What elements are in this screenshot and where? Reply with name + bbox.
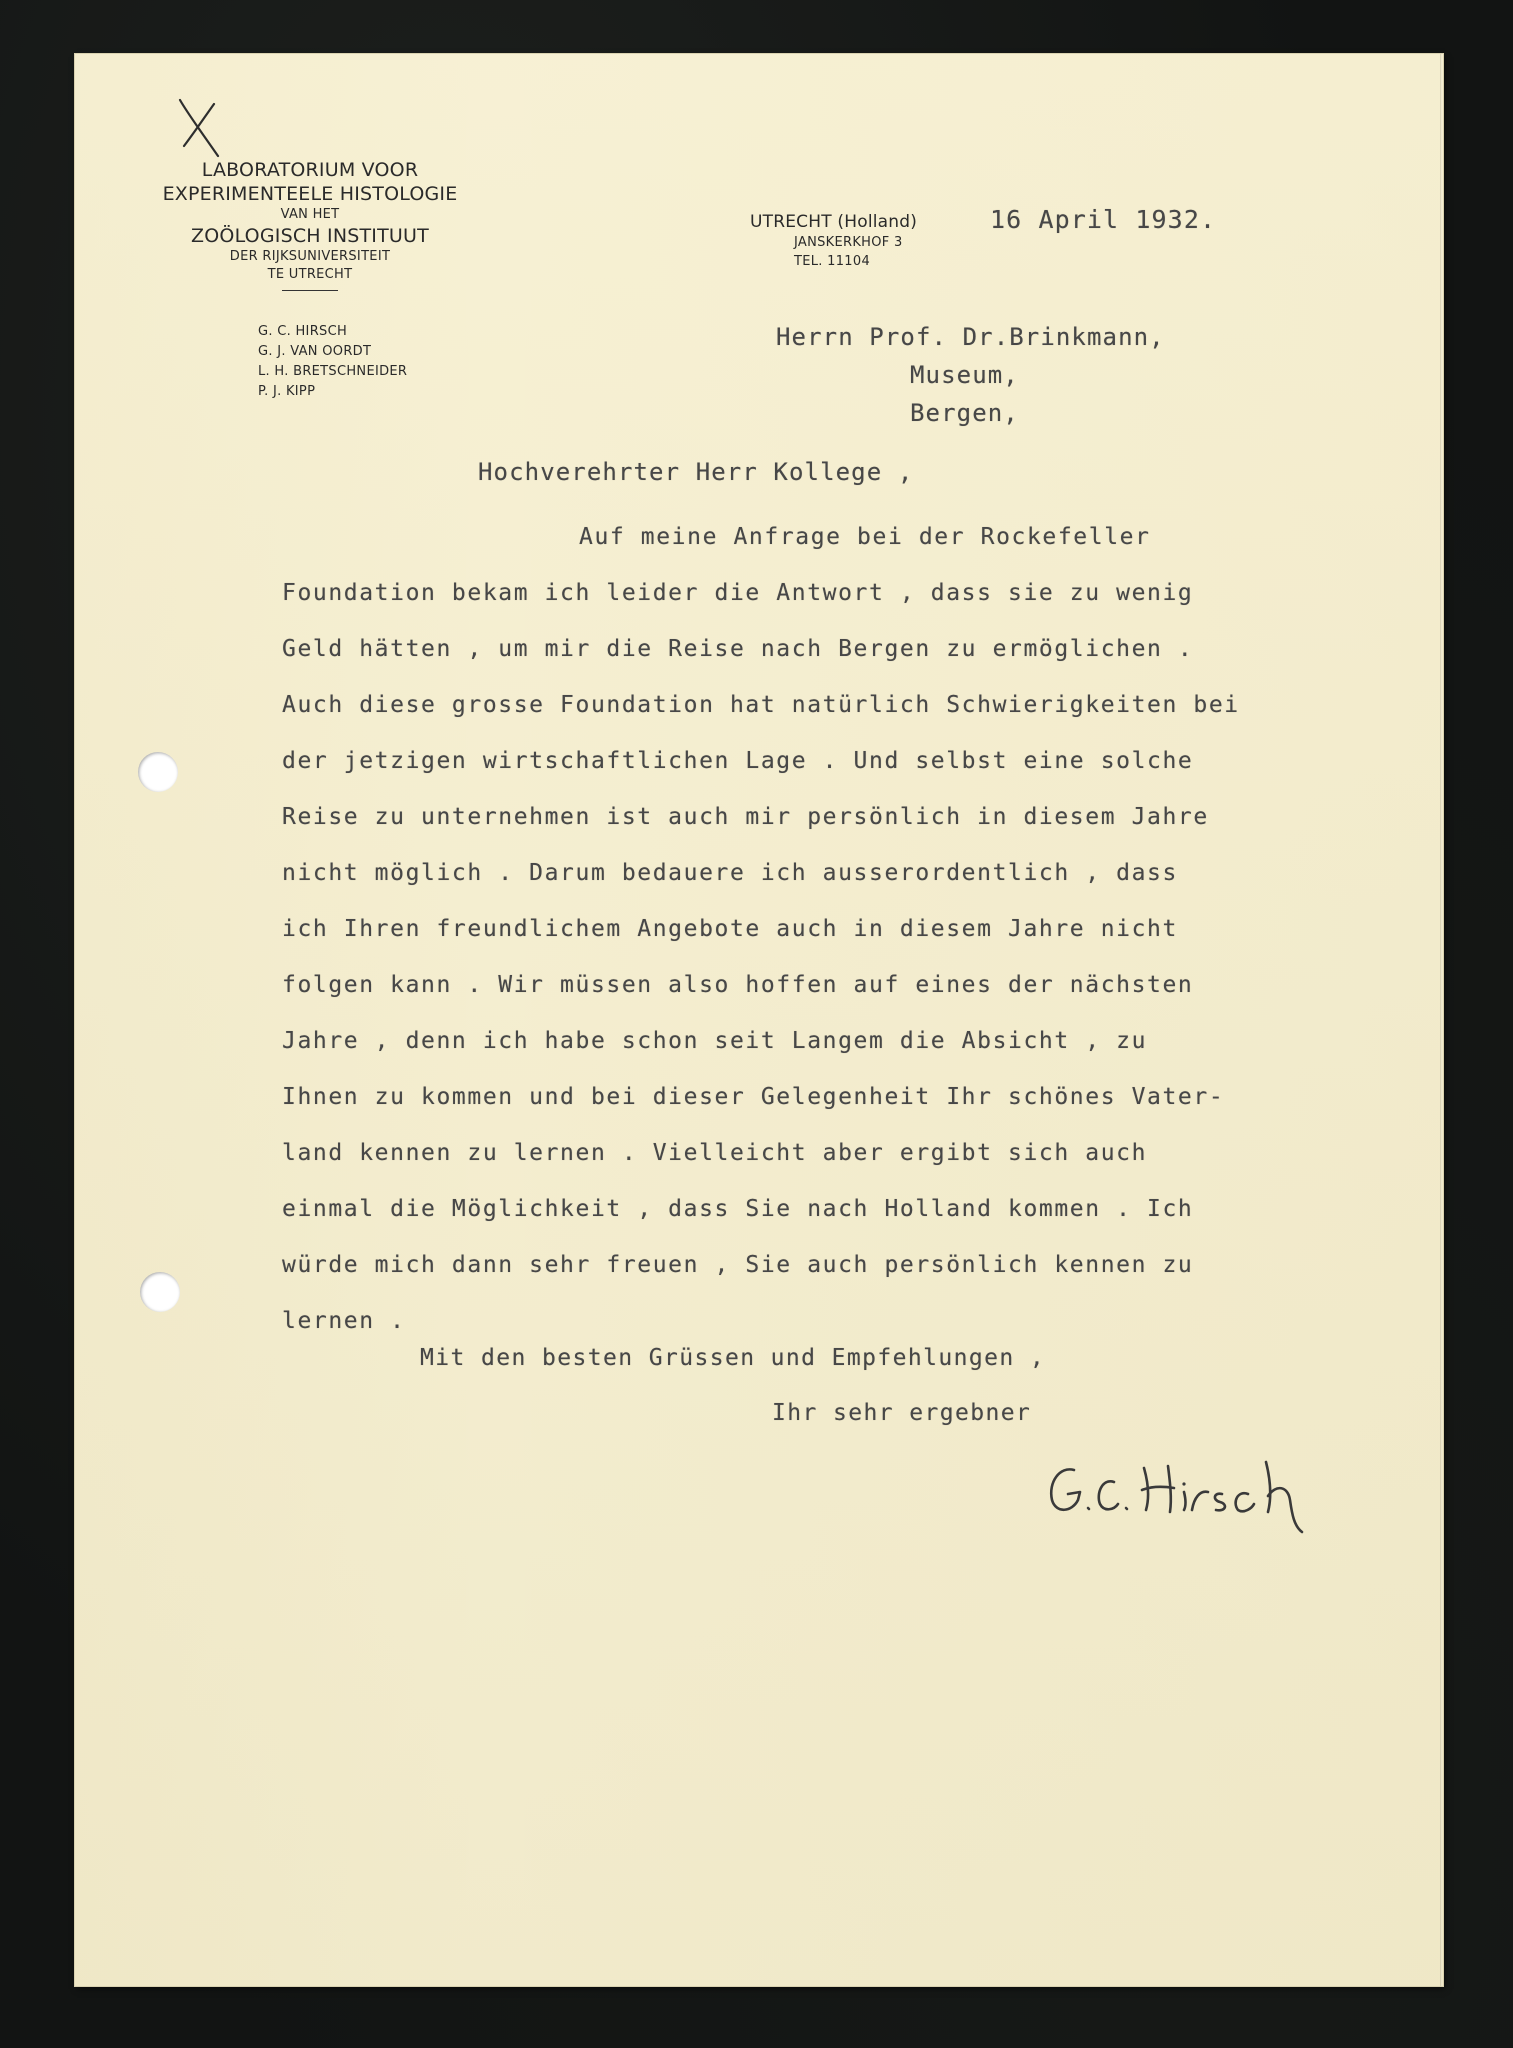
punch-hole-lower: [140, 1272, 180, 1312]
body-line: Jahre , denn ich habe schon seit Langem die Absicht , zu: [282, 1028, 1148, 1054]
recipient-name: Herrn Prof. Dr.Brinkmann,: [776, 323, 1165, 351]
body-line: Reise zu unternehmen ist auch mir persönlich in diesem Jahre: [282, 804, 1209, 830]
letterhead-line: LABORATORIUM VOOR: [201, 159, 419, 181]
body-line: Ihnen zu kommen und bei dieser Gelegenheit Ihr schönes Vater-: [282, 1084, 1225, 1110]
salutation: Hochverehrter Herr Kollege ,: [478, 458, 914, 486]
body-line: einmal die Möglichkeit , dass Sie nach Holland kommen . Ich: [282, 1196, 1194, 1222]
letterhead-line: ZOÖLOGISCH INSTITUUT: [191, 225, 429, 247]
body-line: folgen kann . Wir müssen also hoffen auf eines der nächsten: [282, 972, 1194, 998]
valediction: Ihr sehr ergebner: [772, 1400, 1032, 1426]
staff-name: P. J. KIPP: [258, 384, 316, 399]
body-line: lernen .: [282, 1308, 406, 1334]
body-line: Foundation bekam ich leider die Antwort , dass sie zu wenig: [282, 580, 1194, 606]
staff-name: G. J. VAN OORDT: [258, 344, 372, 359]
staff-name: L. H. BRETSCHNEIDER: [258, 364, 408, 379]
letterhead-line: EXPERIMENTEELE HISTOLOGIE: [162, 183, 458, 205]
body-line: land kennen zu lernen . Vielleicht aber ergibt sich auch: [282, 1140, 1148, 1166]
recipient-block: [776, 318, 1165, 432]
sender-address: [750, 211, 917, 271]
letter-date: 16 April 1932.: [990, 205, 1217, 234]
letterhead: [150, 158, 470, 305]
body-line: ich Ihren freundlichem Angebote auch in diesem Jahre nicht: [282, 916, 1178, 942]
body-line: der jetzigen wirtschaftlichen Lage . Und selbst eine solche: [282, 748, 1194, 774]
body-line: würde mich dann sehr freuen , Sie auch persönlich kennen zu: [282, 1252, 1194, 1278]
recipient-city: Bergen,: [910, 399, 1019, 427]
margin-x-mark: [174, 96, 224, 162]
recipient-institution: Museum,: [910, 361, 1019, 389]
address-street: JANSKERKHOF 3: [794, 235, 903, 250]
handwritten-signature: [1040, 1448, 1320, 1538]
address-city: UTRECHT (Holland): [750, 212, 918, 232]
letterhead-staff-list: [258, 322, 407, 402]
staff-name: G. C. HIRSCH: [258, 324, 348, 339]
sheet-fold-line: [1440, 54, 1442, 1986]
letterhead-line: VAN HET: [280, 207, 340, 222]
punch-hole-upper: [138, 752, 178, 792]
letter-body: [282, 509, 1240, 1349]
body-line: nicht möglich . Darum bedauere ich ausserordentlich , dass: [282, 860, 1178, 886]
letterhead-line: TE UTRECHT: [267, 267, 353, 282]
address-telephone: TEL. 11104: [794, 254, 871, 269]
letterhead-line: DER RIJKSUNIVERSITEIT: [229, 249, 391, 264]
body-line: Auch diese grosse Foundation hat natürlich Schwierigkeiten bei: [282, 692, 1240, 718]
body-line: Geld hätten , um mir die Reise nach Bergen zu ermöglichen .: [282, 636, 1194, 662]
letterhead-divider: [282, 290, 338, 291]
body-line: Auf meine Anfrage bei der Rockefeller: [579, 524, 1151, 550]
closing-phrase: Mit den besten Grüssen und Empfehlungen ,: [420, 1345, 1046, 1371]
